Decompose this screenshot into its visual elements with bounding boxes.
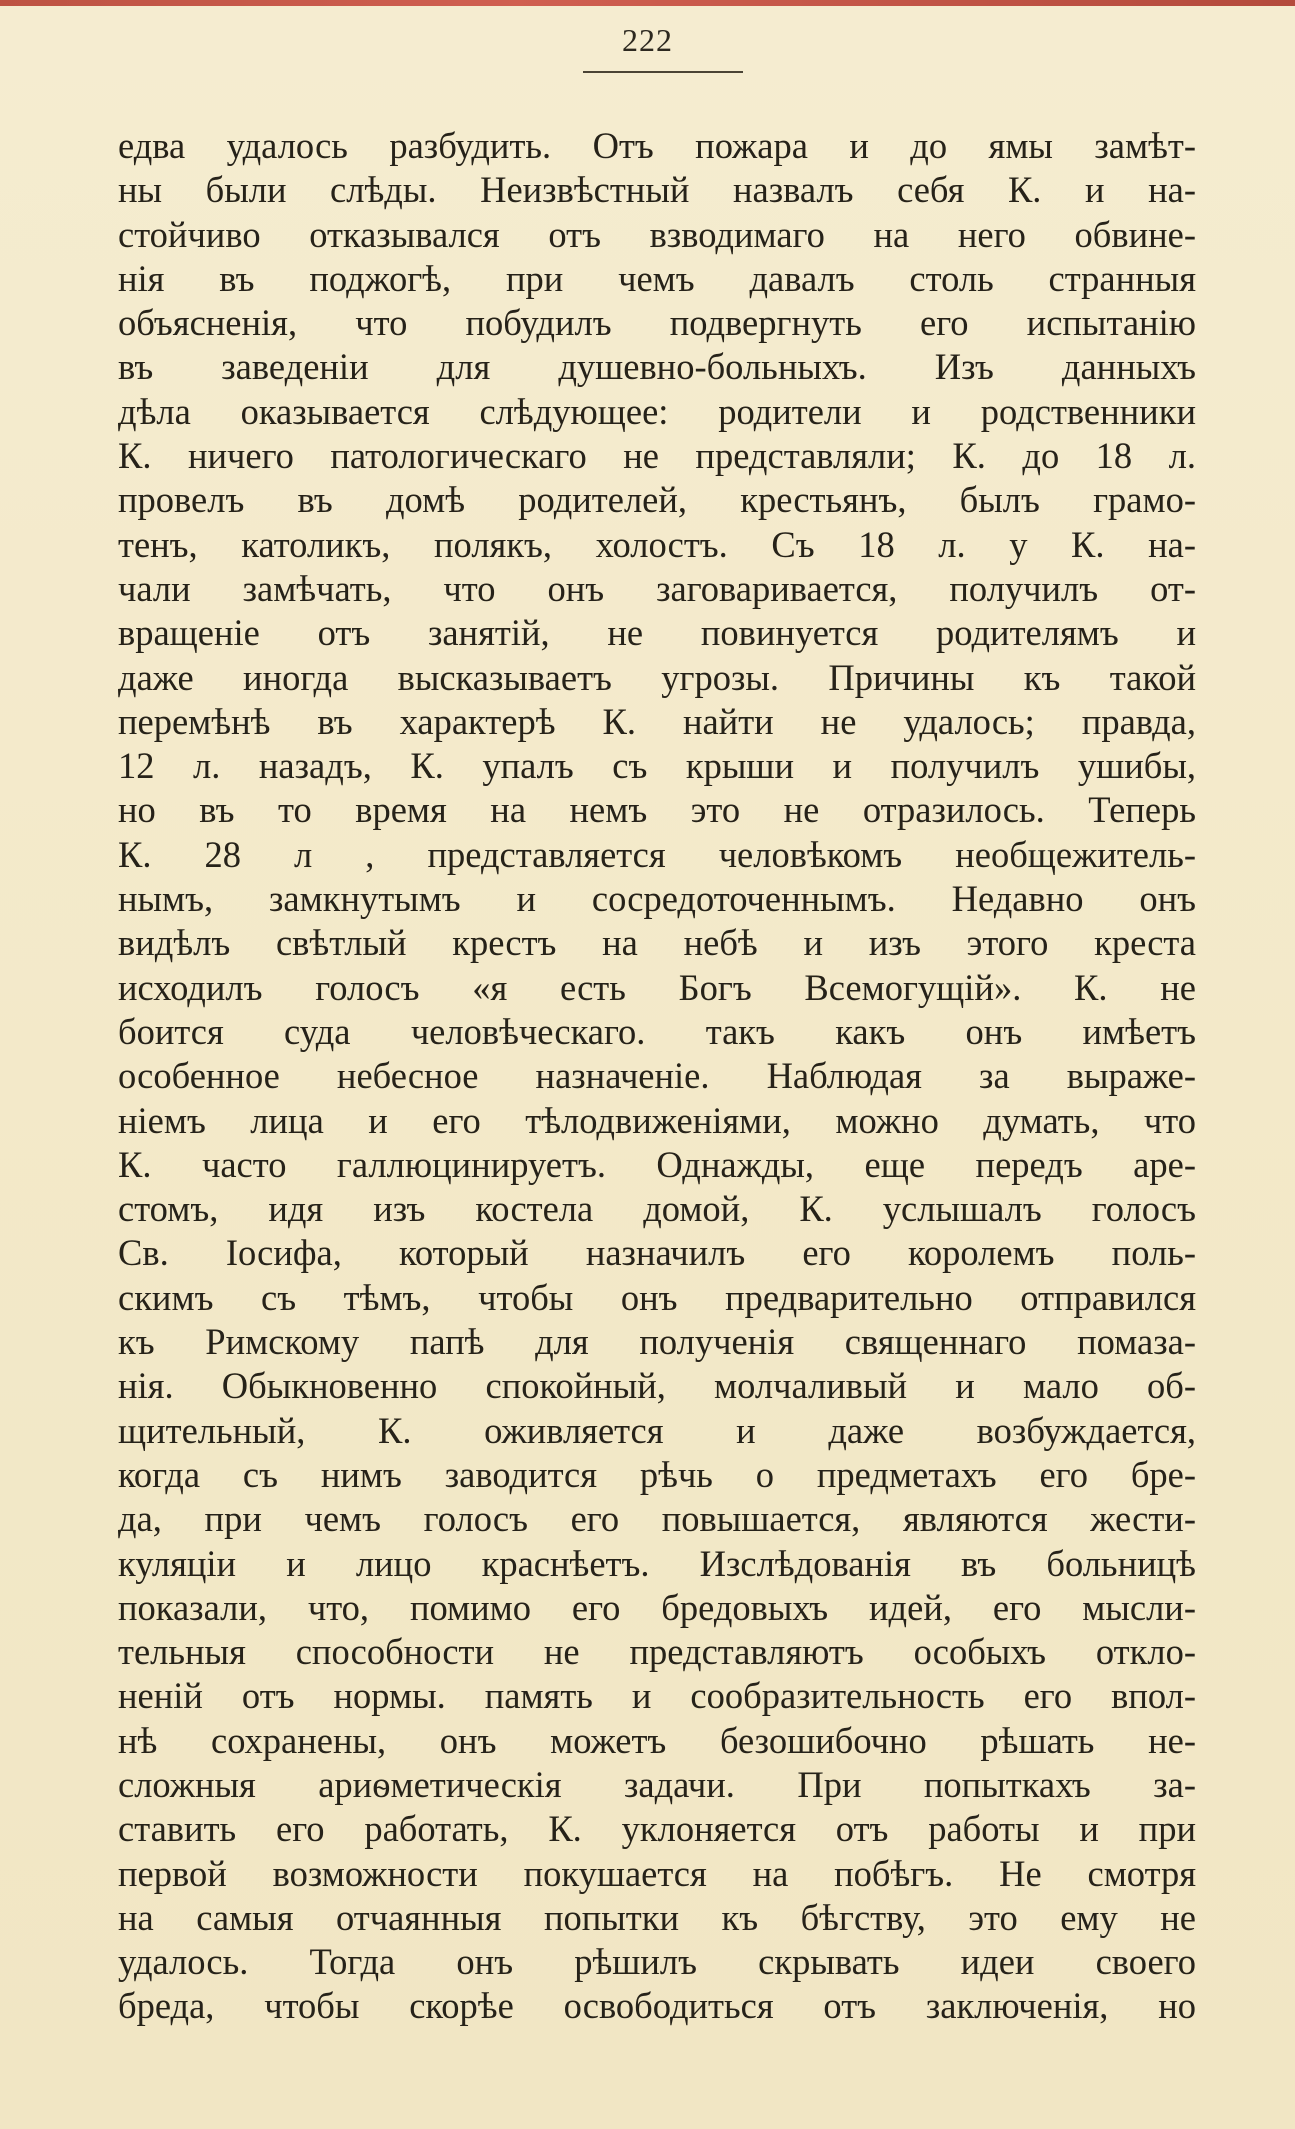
text-line: едва удалось разбудить. Отъ пожара и до ямы замѣт-	[118, 125, 1196, 166]
text-line: щительный, К. оживляется и даже возбуждается,	[118, 1409, 1196, 1451]
text-line: показали, что, помимо его бредовыхъ идей, его мысли-	[118, 1586, 1196, 1628]
text-line: нымъ, замкнутымъ и сосредоточеннымъ. Недавно онъ	[118, 878, 1196, 920]
text-line: когда съ нимъ заводится рѣчь о предметахъ его бре-	[118, 1453, 1196, 1495]
text-line: ны были слѣды. Неизвѣстный назвалъ себя К. и на-	[118, 169, 1196, 211]
text-line: Св. Іосифа, который назначилъ его королемъ поль-	[118, 1232, 1196, 1274]
text-line: чали замѣчать, что онъ заговаривается, получилъ от-	[118, 567, 1196, 609]
text-line: стойчиво отказывался отъ взводимаго на него обвине-	[118, 213, 1196, 255]
text-line: нія въ поджогѣ, при чемъ давалъ столь странныя	[118, 257, 1196, 299]
text-line: К. часто галлюцинируетъ. Однажды, еще передъ аре-	[118, 1143, 1196, 1185]
text-line: нѣ сохранены, онъ можетъ безошибочно рѣшать не-	[118, 1719, 1196, 1761]
text-line: нія. Обыкновенно спокойный, молчаливый и мало об-	[118, 1365, 1196, 1407]
text-line: дѣла оказывается слѣдующее: родители и родственники	[118, 390, 1196, 432]
text-line: ставить его работать, К. уклоняется отъ работы и при	[118, 1808, 1196, 1850]
text-line: въ заведеніи для душевно-больныхъ. Изъ данныхъ	[118, 346, 1196, 388]
text-line: первой возможности покушается на побѣгъ. Не смотря	[118, 1852, 1196, 1894]
page-number: 222	[622, 22, 673, 58]
text-line: куляціи и лицо краснѣетъ. Изслѣдованія въ больницѣ	[118, 1542, 1196, 1584]
text-line: тельныя способности не представляютъ особыхъ откло-	[118, 1631, 1196, 1673]
text-line: тенъ, католикъ, полякъ, холостъ. Съ 18 л. у К. на-	[118, 523, 1196, 565]
text-line: удалось. Тогда онъ рѣшилъ скрывать идеи своего	[118, 1941, 1196, 1983]
text-line: К. 28 л , представляется человѣкомъ необщежитель-	[118, 833, 1196, 875]
body-text	[118, 124, 1196, 2029]
text-line: объясненія, что побудилъ подвергнуть его испытанію	[118, 302, 1196, 344]
text-line: провелъ въ домѣ родителей, крестьянъ, былъ грамо-	[118, 479, 1196, 521]
header-rule	[583, 71, 743, 73]
text-line: но въ то время на немъ это не отразилось. Теперь	[118, 789, 1196, 831]
text-line: даже иногда высказываетъ угрозы. Причины къ такой	[118, 656, 1196, 698]
text-line: стомъ, идя изъ костела домой, К. услышалъ голосъ	[118, 1188, 1196, 1230]
text-line: вращеніе отъ занятій, не повинуется родителямъ и	[118, 612, 1196, 654]
text-line: боится суда человѣческаго. такъ какъ онъ имѣетъ	[118, 1010, 1196, 1052]
page-top-edge	[0, 0, 1295, 6]
text-line: 12 л. назадъ, К. упалъ съ крыши и получилъ ушибы,	[118, 745, 1196, 787]
text-line: исходилъ голосъ «я есть Богъ Всемогущій». К. не	[118, 966, 1196, 1008]
text-line: неній отъ нормы. память и сообразительность его впол-	[118, 1675, 1196, 1717]
text-line: особенное небесное назначеніе. Наблюдая за выраже-	[118, 1055, 1196, 1097]
text-line: на самыя отчаянныя попытки къ бѣгству, это ему не	[118, 1896, 1196, 1938]
text-line: К. ничего патологическаго не представляли; К. до 18 л.	[118, 435, 1196, 477]
text-line: бреда, чтобы скорѣе освободиться отъ заключенія, но	[118, 1985, 1196, 2027]
text-line: ніемъ лица и его тѣлодвиженіями, можно думать, что	[118, 1099, 1196, 1141]
text-line: видѣлъ свѣтлый крестъ на небѣ и изъ этого креста	[118, 922, 1196, 964]
text-line: да, при чемъ голосъ его повышается, являются жести-	[118, 1498, 1196, 1540]
text-line: скимъ съ тѣмъ, чтобы онъ предварительно отправился	[118, 1276, 1196, 1318]
text-line: перемѣнѣ въ характерѣ К. найти не удалось; правда,	[118, 700, 1196, 742]
text-line: къ Римскому папѣ для полученія священнаго помаза-	[118, 1321, 1196, 1363]
text-line: сложныя ариѳметическія задачи. При попыткахъ за-	[118, 1763, 1196, 1805]
